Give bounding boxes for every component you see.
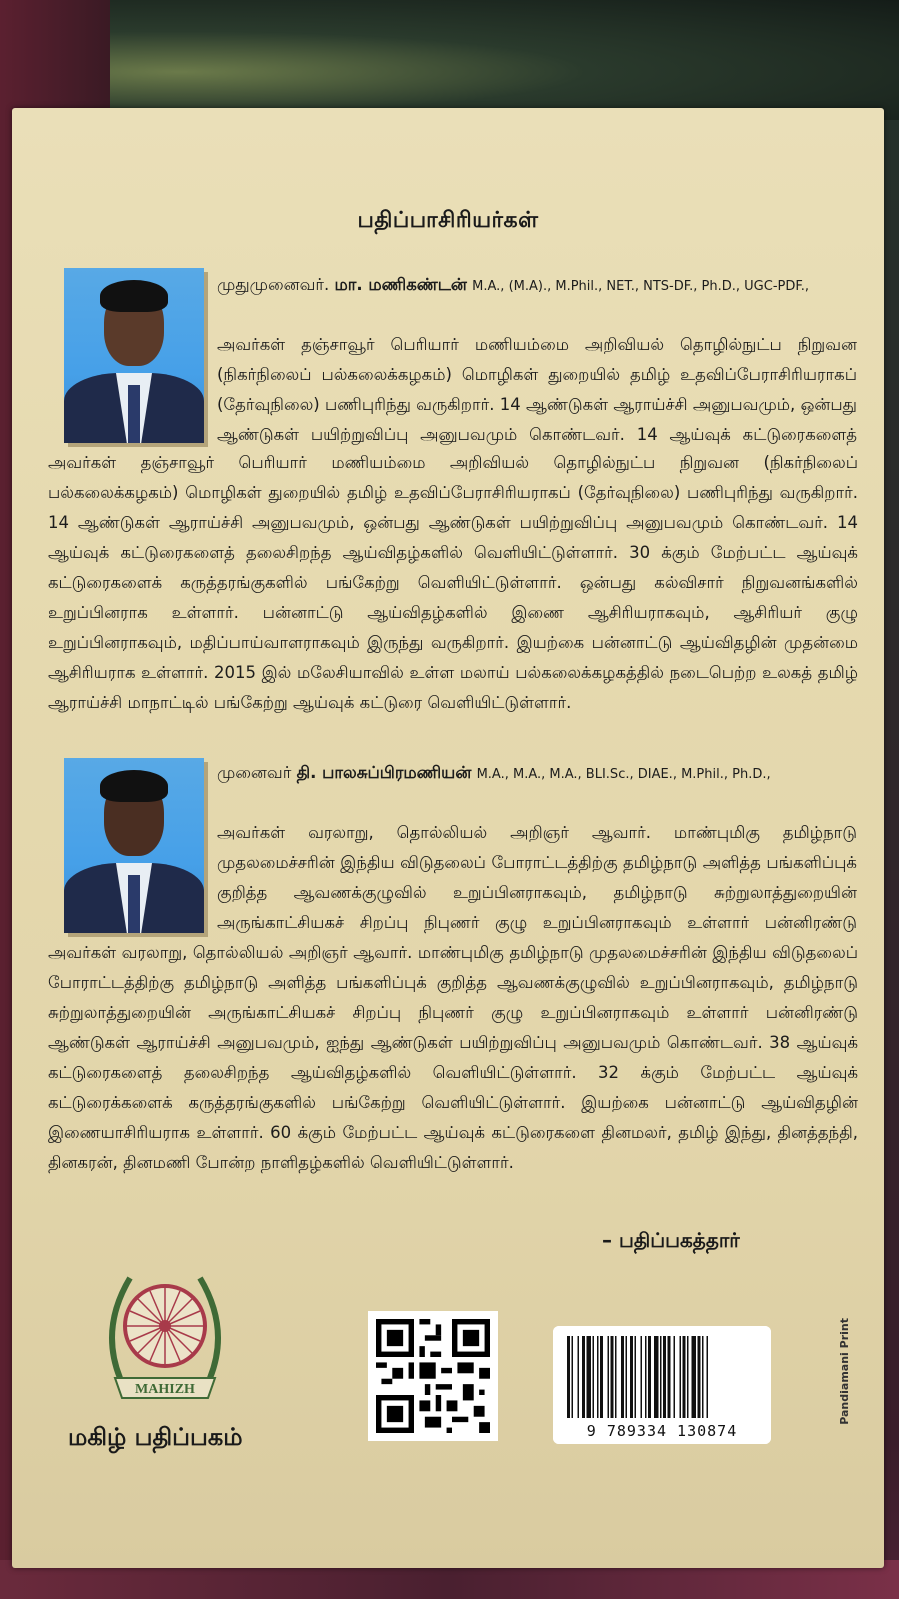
author1-bio-top: அவர்கள் தஞ்சாவூர் பெரியார் மணியம்மை அறிவியல் தொழில்நுட்ப நிறுவன (நிகர்நிலைப் பல்கலைக்கழகம்) மொழிகள் துறையில் தமிழ் உதவிப்பேராசிரியராகப் (தேர்வுநிலை) பணிபுரிந்து வருகிறார். 14 ஆண்டுகள் ஆராய்ச்சி அனுபவமும், ஒன்பது ஆண்டுகள் பயிற்றுவிப்பு அனுபவமும் கொண்டவர். 14 ஆய்வுக் கட்டுரைகளைத்: [217, 335, 857, 444]
barcode-bar: [674, 1336, 676, 1418]
barcode-bar: [615, 1336, 617, 1418]
barcode-bar: [572, 1336, 574, 1418]
signature: – பதிப்பகத்தார்: [602, 1228, 740, 1252]
author1-bio: அவர்கள் தஞ்சாவூர் பெரியார் மணியம்மை அறிவியல் தொழில்நுட்ப நிறுவன (நிகர்நிலைப் பல்கலைக்கழகம்) மொழிகள் துறையில் தமிழ் உதவிப்பேராசிரியராகப் (தேர்வுநிலை) பணிபுரிந்து வருகிறார். 14 ஆண்டுகள் ஆராய்ச்சி அனுபவமும், ஒன்பது ஆண்டுகள் பயிற்றுவிப்பு அனுபவமும் கொண்டவர். 14 ஆய்வுக் கட்டுரைகளைத் தலைசிறந்த ஆய்விதழ்களில் வெளியிட்டுள்ளார். 30 க்கும் மேற்பட்ட ஆய்வுக் கட்டுரைகளைக் கருத்தரங்குகளில் பங்கேற்று வெளியிட்டுள்ளார். ஒன்பது கல்விசார் நிறுவனங்களில் உறுப்பினராக உள்ளார். பன்னாட்டு ஆய்விதழ்களில் இணை ஆசிரியராகவும், ஆசிரியர் குழு உறுப்பினராகவும், மதிப்பாய்வாளராகவும் இருந்து வருகிறார். இயற்கை பன்னாட்டு ஆய்விதழின் முதன்மை ஆசிரியராக உள்ளார். 2015 இல் மலேசியாவில் உள்ள மலாய் பல்கலைக்கழகத்தில் நடைபெற்ற உலகத் தமிழ் ஆராய்ச்சி மாநாட்டில் பங்கேற்று ஆய்வுக் கட்டுரை வெளியிட்டுள்ளார்.: [48, 453, 858, 712]
barcode-bar: [593, 1336, 595, 1418]
barcode-bar: [668, 1336, 671, 1418]
qr-code: [368, 1311, 498, 1441]
barcode-bar: [597, 1336, 599, 1418]
author2-degrees: M.A., M.A., M.A., BLI.Sc., DIAE., M.Phil., Ph.D.,: [476, 767, 771, 782]
barcode-bar: [680, 1336, 682, 1418]
author1-photo: [64, 268, 204, 443]
barcode-bar: [654, 1336, 659, 1418]
barcode-bar: [635, 1336, 637, 1418]
printer-imprint: Pandiamani Print: [838, 1318, 851, 1425]
barcode-bar: [626, 1336, 628, 1418]
isbn-number: 9 789334 130874: [586, 1422, 738, 1440]
barcode-bar: [702, 1336, 704, 1418]
page-title: பதிப்பாசிரியர்கள்: [357, 208, 539, 233]
barcode-bar: [663, 1336, 666, 1418]
isbn-barcode: [553, 1326, 771, 1444]
author2-bio-top: அவர்கள் வரலாறு, தொல்லியல் அறிஞர் ஆவார். மாண்புமிகு தமிழ்நாடு முதலமைச்சரின் இந்திய விடுதலைப் போராட்டத்திற்கு தமிழ்நாடு அளித்த பங்களிப்புக் குறித்த ஆவணக்குழுவில் உறுப்பினராகவும், தமிழ்நாடு சுற்றுலாத்துறையின் அருங்காட்சியகச் சிறப்பு நிபுணர் குழு உறுப்பினராகவும் உள்ளார் பன்னிரண்டு: [217, 823, 857, 932]
barcode-bar: [683, 1336, 686, 1418]
barcode-bar: [687, 1336, 689, 1418]
author2-name: தி. பாலசுப்பிரமணியன்: [296, 763, 472, 782]
barcode-bar: [578, 1336, 580, 1418]
background-top: [0, 0, 899, 120]
barcode-bar: [611, 1336, 614, 1418]
barcode-bar: [608, 1336, 610, 1418]
barcode-bar: [645, 1336, 647, 1418]
barcode-bar: [698, 1336, 701, 1418]
author2-title: முனைவர்: [217, 763, 292, 782]
barcode-bar: [692, 1336, 697, 1418]
svg-text:MAHIZH: MAHIZH: [135, 1382, 195, 1397]
book-back-cover: [12, 108, 884, 1568]
barcode-bar: [621, 1336, 624, 1418]
barcode-bar: [707, 1336, 709, 1418]
barcode-bar: [648, 1336, 651, 1418]
barcode-bar: [587, 1336, 592, 1418]
barcode-bar: [630, 1336, 633, 1418]
barcode-bar: [567, 1336, 570, 1418]
barcode-bar: [582, 1336, 585, 1418]
author1-name: மா. மணிகண்டன்: [334, 275, 467, 294]
barcode-bar: [660, 1336, 662, 1418]
author2-intro: [217, 758, 857, 790]
publisher-logo: [100, 1258, 230, 1413]
barcode-bar: [600, 1336, 603, 1418]
author2-bio: அவர்கள் வரலாறு, தொல்லியல் அறிஞர் ஆவார். மாண்புமிகு தமிழ்நாடு முதலமைச்சரின் இந்திய விடுதலைப் போராட்டத்திற்கு தமிழ்நாடு அளித்த பங்களிப்புக் குறித்த ஆவணக்குழுவில் உறுப்பினராகவும், தமிழ்நாடு சுற்றுலாத்துறையின் அருங்காட்சியகச் சிறப்பு நிபுணர் குழு உறுப்பினராகவும் உள்ளார் பன்னிரண்டு ஆண்டுகள் ஆராய்ச்சி அனுபவமும், ஐந்து ஆண்டுகள் பயிற்றுவிப்பு அனுபவமும் கொண்டவர். 38 ஆய்வுக் கட்டுரைகளைத் தலைசிறந்த ஆய்விதழ்களில் வெளியிட்டுள்ளார். 32 க்கும் மேற்பட்ட ஆய்வுக் கட்டுரைக்களைக் கருத்தரங்குகளில் பங்கேற்று வெளியிட்டுள்ளார். இயற்கை பன்னாட்டு ஆய்விதழின் இணையாசிரியராக உள்ளார். 60 க்கும் மேற்பட்ட ஆய்வுக் கட்டுரைகளை தினமலர், தமிழ் இந்து, தினத்தந்தி, தினகரன், தினமணி போன்ற நாளிதழ்களில் வெளியிட்டுள்ளார்.: [48, 943, 858, 1172]
publisher-name: மகிழ் பதிப்பகம்: [68, 1423, 243, 1451]
author1-intro: [217, 270, 857, 302]
author1-title: முதுமுனைவர்.: [217, 275, 330, 294]
author2-photo: [64, 758, 204, 933]
barcode-bar: [641, 1336, 643, 1418]
author1-degrees: M.A., (M.A)., M.Phil., NET., NTS-DF., Ph.D., UGC-PDF.,: [472, 279, 810, 294]
